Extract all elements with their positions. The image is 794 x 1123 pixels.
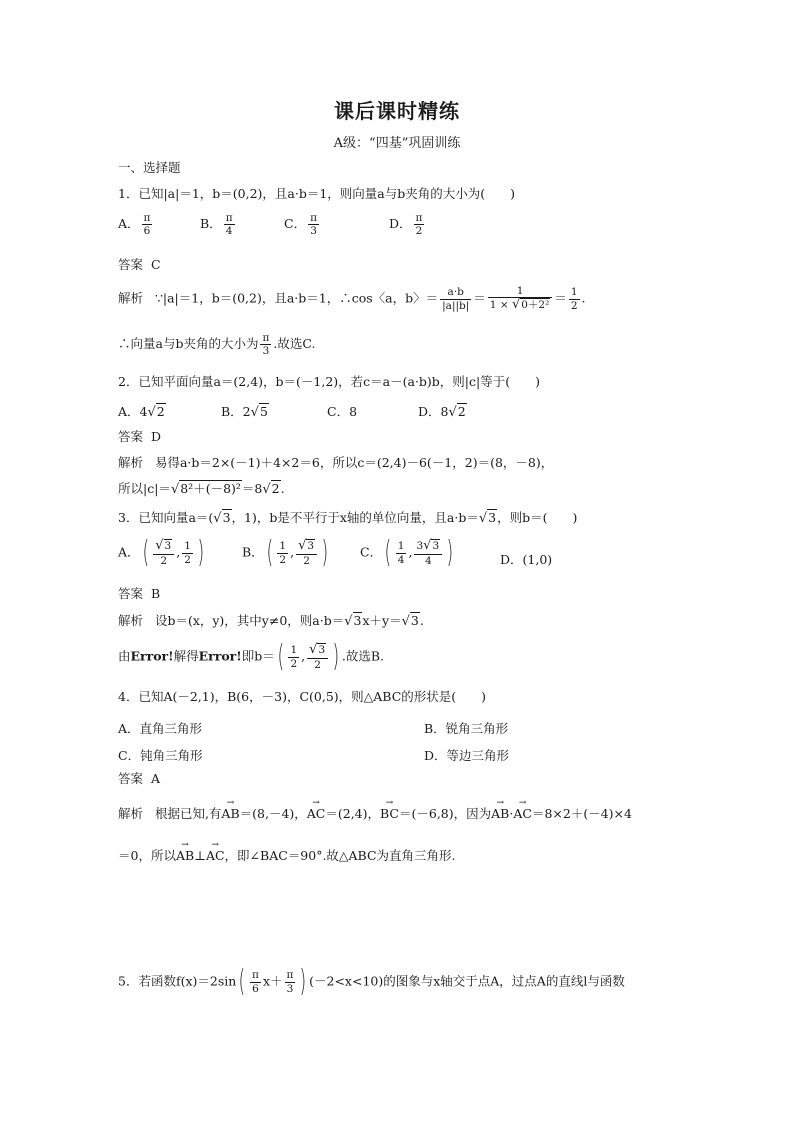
q4-stem: 4．已知A(－2,1)，B(6，－3)，C(0,5)，则△ABC的形状是( )	[118, 689, 487, 704]
radicand: 2	[156, 404, 165, 419]
radicand: 5	[259, 404, 268, 419]
analysis-text: ∵|a|＝1，b＝(0,2)，且a·b＝1，∴cos〈a，b〉＝	[154, 290, 439, 306]
analysis-label: 解析	[118, 290, 144, 306]
q4-option-a: A．直角三角形	[118, 721, 203, 736]
q1-stem: 1．已知|a|＝1，b＝(0,2)，且a·b＝1，则向量a与b夹角的大小为( )	[118, 186, 516, 201]
denominator: 4	[397, 553, 405, 566]
analysis-text: ＝(－6,8)，因为	[399, 806, 492, 821]
left-paren: (	[238, 964, 246, 999]
conclusion-text: ∴向量a与b夹角的大小为	[118, 336, 259, 352]
option-prefix: B．	[200, 216, 222, 232]
vector-ac: → AC	[513, 808, 532, 821]
q3-analysis-cont: 由Error!解得Error!即b＝( $\frac{1}{2}$ , $\frac{√3}{2}$ ) .故选B.	[118, 639, 384, 674]
fraction	[488, 285, 553, 313]
denominator: 3	[308, 224, 319, 237]
analysis-text: ＝8×2＋(－4)×4	[531, 806, 632, 821]
denominator: 2	[307, 658, 328, 671]
q5-stem	[118, 964, 625, 999]
q2-option-a	[118, 402, 166, 420]
numerator: a·b	[447, 286, 464, 299]
fraction	[260, 332, 271, 357]
q4-analysis	[118, 808, 632, 821]
numerator: π	[262, 332, 270, 344]
analysis-end: .故选B.	[341, 648, 384, 664]
section-heading: 一、选择题	[118, 160, 181, 175]
coefficient: 3	[416, 540, 424, 552]
radicand: 3	[432, 540, 440, 552]
q2-option-b	[221, 402, 269, 420]
q3-option-d: D．(1,0)	[500, 552, 553, 567]
radicand: 3	[307, 540, 315, 552]
radicand: 3	[222, 510, 231, 525]
stem-text: 3．已知向量a＝(	[118, 510, 214, 525]
numerator: 1	[290, 644, 298, 657]
sqrt: √3	[401, 613, 419, 629]
q2-option-d	[418, 402, 467, 420]
denominator: 4	[224, 224, 235, 237]
numerator: π	[252, 969, 259, 982]
denominator: 3	[260, 344, 271, 357]
fraction	[277, 540, 288, 565]
sqrt: √0＋2²	[511, 297, 550, 313]
q1-option-b	[200, 212, 237, 237]
right-paren: )	[446, 535, 454, 570]
numerator: 1	[397, 540, 405, 553]
denominator: 3	[285, 982, 296, 995]
radicand: 3	[164, 540, 172, 552]
analysis-text: 设b＝(x，y)，其中y≠0，则a·b＝	[154, 613, 345, 628]
denominator: 6	[250, 982, 261, 995]
analysis-text: x＋y＝	[362, 613, 402, 628]
numerator: π	[225, 212, 233, 224]
q2-analysis-cont	[118, 483, 285, 496]
sqrt: √2	[448, 404, 466, 420]
analysis-text: ，即∠BAC＝90°.故△ABC为直角三角形.	[224, 848, 456, 863]
q2-option-c: C．8	[327, 404, 358, 419]
fraction	[142, 212, 153, 237]
q4-option-b: B．锐角三角形	[424, 721, 509, 736]
numerator: √3	[309, 642, 326, 657]
denominator: 2	[414, 224, 425, 237]
q1-conclusion	[118, 332, 315, 357]
equals: ＝	[554, 290, 567, 306]
sqrt: √5	[250, 404, 268, 420]
period: .	[280, 481, 285, 496]
option-text: B．2	[221, 404, 251, 419]
analysis-label: 解析	[118, 613, 144, 628]
vector-ab: → AB	[221, 808, 239, 821]
left-paren: (	[142, 535, 149, 570]
radicand: 2	[457, 404, 466, 419]
q2-analysis	[118, 457, 553, 470]
numerator: √3	[155, 538, 172, 553]
radicand: 0＋2²	[521, 299, 550, 312]
answer-value: C	[150, 257, 161, 272]
analysis-text: 即b＝	[241, 648, 275, 664]
analysis-label: 解析	[118, 806, 144, 821]
analysis-text: ＝(2,4)，	[325, 806, 381, 821]
vector-ab: → AB	[491, 808, 509, 821]
period: .	[581, 290, 586, 306]
fraction	[153, 539, 174, 567]
q4-option-c: C．钝角三角形	[118, 748, 203, 763]
q2-answer	[118, 431, 161, 444]
answer-label: 答案	[118, 771, 144, 786]
q4-analysis-cont	[118, 850, 456, 863]
sqrt: √2	[147, 404, 165, 420]
analysis-text: 根据已知,有	[154, 806, 222, 821]
left-paren: (	[277, 639, 284, 674]
analysis-text: 由	[118, 648, 131, 664]
left-paren: (	[266, 535, 273, 570]
q3-analysis	[118, 615, 424, 628]
q3-option-b: B．( $\frac{1}{2}$ , $\frac{√3}{2}$ )	[242, 535, 329, 570]
fraction	[182, 540, 193, 565]
fraction	[396, 540, 407, 565]
vector-bc: → BC	[380, 808, 399, 821]
analysis-text: ＝0，所以	[118, 848, 176, 863]
q3-stem	[118, 512, 577, 525]
analysis-text: 解得	[173, 648, 199, 664]
numerator: π	[310, 212, 317, 224]
denominator: 4	[414, 554, 442, 567]
q3-option-c: C．( $\frac{1}{4}$ , $\frac{3√3}{4}$ )	[360, 535, 454, 570]
perp-operator: ⊥	[194, 848, 206, 863]
analysis-text: ＝(8,－4)，	[239, 806, 307, 821]
numerator: π	[286, 969, 294, 982]
sqrt: √8²＋(－8)²	[170, 481, 241, 497]
sqrt: √2	[262, 481, 280, 497]
fraction	[440, 286, 471, 311]
fraction	[288, 644, 299, 669]
denominator: |a||b|	[442, 299, 470, 312]
radicand: 3	[488, 510, 497, 525]
dot-operator: ·	[509, 806, 514, 821]
q4-answer	[118, 773, 160, 786]
q1-option-d	[389, 212, 426, 237]
fraction	[308, 212, 319, 237]
numerator: 1	[184, 540, 191, 553]
answer-value: D	[150, 429, 161, 444]
numerator: √3	[298, 538, 315, 553]
right-paren: )	[300, 964, 307, 999]
answer-value: B	[150, 586, 161, 601]
analysis-label: 解析	[118, 455, 144, 470]
q1-option-c	[284, 212, 321, 237]
q2-stem: 2．已知平面向量a＝(2,4)，b＝(－1,2)，若c＝a－(a·b)b，则|c|等于( )	[118, 374, 540, 389]
fraction	[414, 212, 425, 237]
fraction	[414, 539, 442, 567]
error-marker: Error!	[130, 648, 174, 664]
denominator: 2	[153, 554, 174, 567]
right-paren: )	[197, 535, 204, 570]
sqrt: √3	[344, 613, 362, 629]
equals: ＝	[473, 290, 486, 306]
vector-ac: → AC	[307, 808, 326, 821]
option-prefix: D．	[389, 216, 412, 232]
error-marker: Error!	[198, 648, 242, 664]
stem-text: ，则b＝( )	[497, 510, 578, 525]
fraction	[296, 539, 317, 567]
radicand: 3	[410, 613, 419, 628]
option-prefix: C．	[360, 544, 383, 560]
option-text: D．8	[418, 404, 449, 419]
stem-text: 5．若函数f(x)＝2sin	[118, 973, 237, 989]
denominator: 2	[279, 553, 287, 566]
numerator: 3√3	[416, 538, 440, 553]
numerator: 1	[279, 540, 287, 553]
radicand: 3	[318, 644, 326, 656]
radicand: 8²＋(－8)²	[180, 481, 241, 496]
analysis-text: 所以|c|＝	[118, 481, 171, 496]
denominator-text: 1 ×	[489, 299, 512, 312]
q4-option-d: D．等边三角形	[424, 748, 510, 763]
q3-option-a: A．( $\frac{√3}{2}$ , $\frac{1}{2}$ )	[118, 535, 204, 570]
vector-ab: → AB	[176, 850, 194, 863]
fraction	[307, 643, 328, 671]
q1-option-a	[118, 212, 154, 237]
answer-label: 答案	[118, 586, 144, 601]
numerator: 1	[516, 285, 524, 297]
period: .	[419, 613, 424, 628]
analysis-text: 易得a·b＝2×(－1)＋4×2＝6，所以c＝(2,4)－6(－1，2)＝(8，－8)，	[154, 455, 554, 470]
denominator: 2	[570, 299, 578, 312]
stem-text: x＋	[262, 973, 283, 989]
numerator: π	[143, 212, 151, 224]
denominator: 6	[142, 224, 153, 237]
fraction	[285, 969, 296, 994]
sqrt: √3	[213, 510, 231, 526]
radicand: 2	[271, 481, 280, 496]
option-text: A．4	[118, 404, 148, 419]
numerator: π	[415, 212, 423, 224]
answer-value: A	[150, 771, 160, 786]
numerator: 1	[570, 286, 578, 299]
fraction	[224, 212, 235, 237]
stem-text: (－2<x<10)的图象与x轴交于点A，过点A的直线l与函数	[309, 973, 625, 989]
right-paren: )	[332, 639, 340, 674]
stem-text: ，1)，b是不平行于x轴的单位向量，且a·b＝	[231, 510, 479, 525]
fraction	[569, 286, 580, 311]
denominator: 2	[290, 657, 298, 670]
page-subtitle: A级：“四基”巩固训练	[333, 136, 461, 151]
option-prefix: C．	[284, 216, 307, 232]
fraction	[250, 969, 261, 994]
q3-answer	[118, 588, 160, 601]
radicand: 3	[353, 613, 362, 628]
denominator: 2	[296, 554, 317, 567]
sqrt: √3	[478, 510, 497, 526]
answer-label: 答案	[118, 429, 144, 444]
left-paren: (	[384, 535, 392, 570]
right-paren: )	[321, 535, 329, 570]
denominator	[488, 297, 553, 313]
page-title: 课后课时精练	[334, 99, 460, 123]
vector-ac: → AC	[206, 850, 225, 863]
answer-label: 答案	[118, 257, 144, 272]
option-prefix: B．	[242, 544, 264, 560]
option-prefix: A．	[118, 216, 140, 232]
analysis-text: ＝8	[241, 481, 263, 496]
denominator: 2	[184, 553, 191, 566]
q1-analysis	[118, 285, 586, 313]
q1-answer	[118, 259, 161, 272]
conclusion-end: .故选C.	[273, 336, 316, 352]
option-prefix: A．	[118, 544, 140, 560]
